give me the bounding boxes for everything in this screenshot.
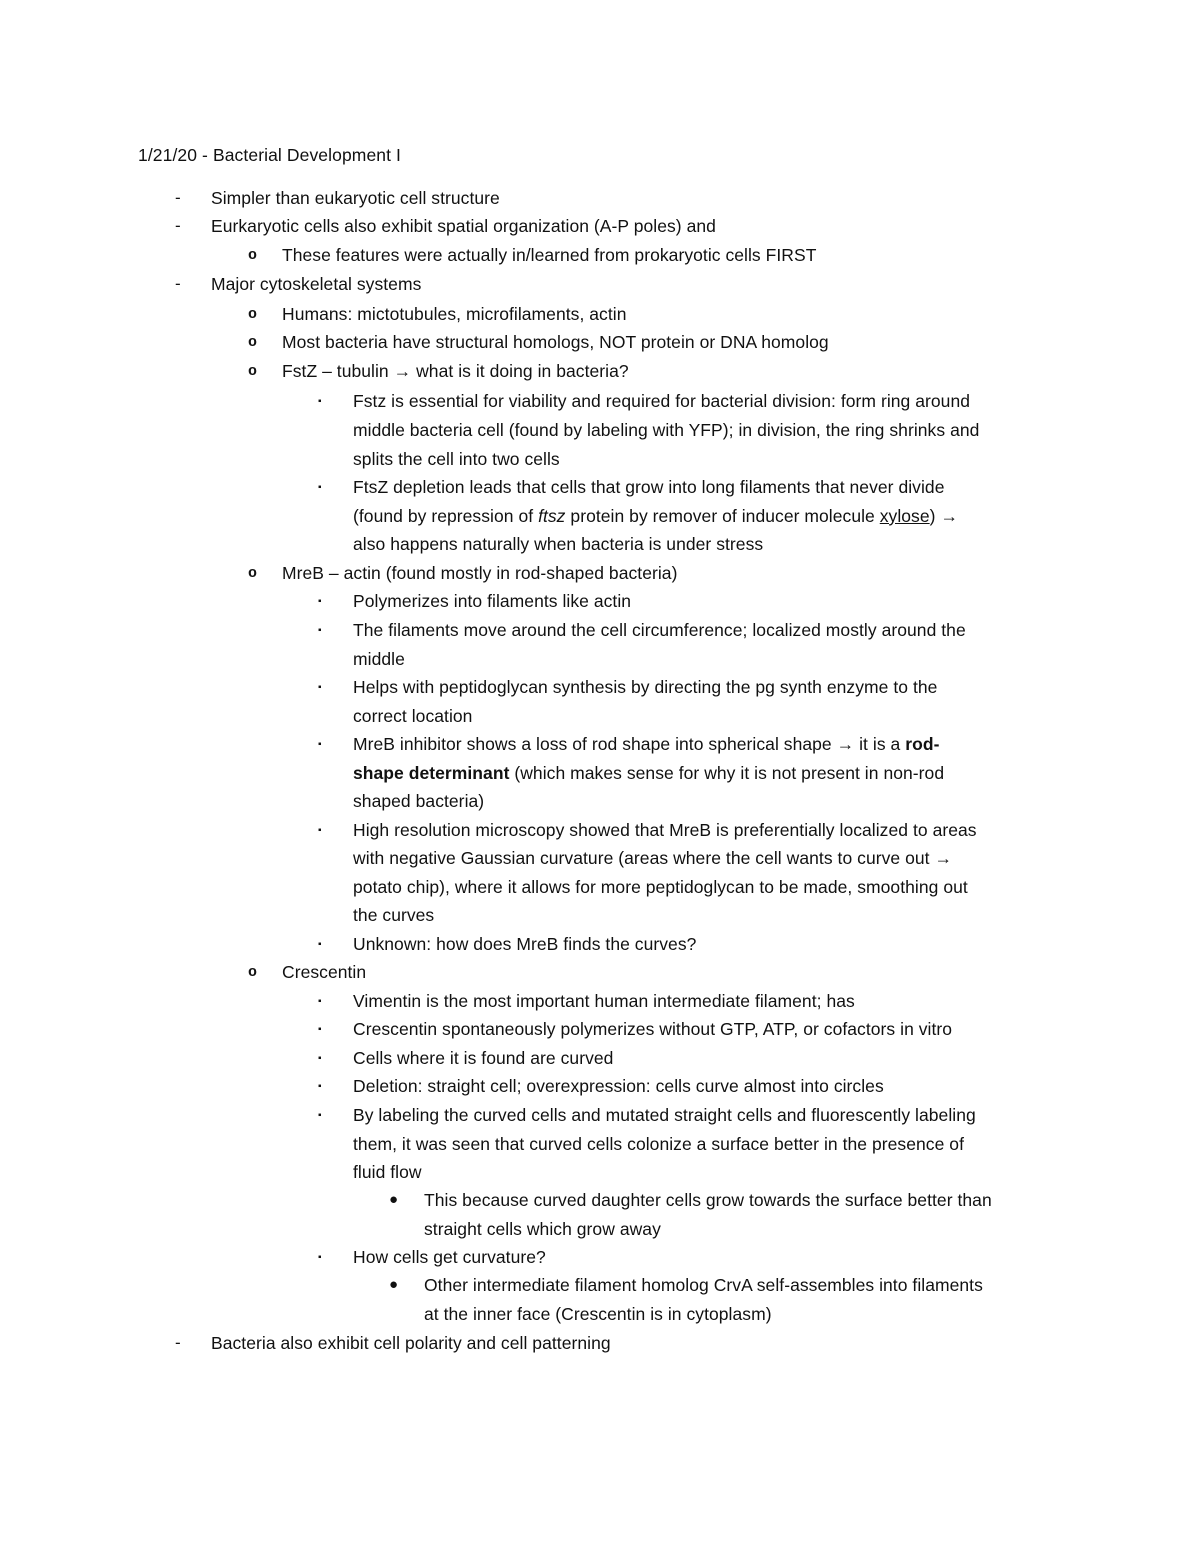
text-line: High resolution microscopy showed that MreB is preferentially localized to areas xyxy=(353,820,977,840)
text-line: FstZ – tubulin → what is it doing in bacteria? xyxy=(282,361,629,381)
text-line: correct location xyxy=(353,706,473,726)
text-line: This because curved daughter cells grow towards the surface better than xyxy=(424,1190,992,1210)
text-line: Cells where it is found are curved xyxy=(353,1048,614,1068)
square-bullet: ▪ xyxy=(318,739,322,750)
circle-bullet: o xyxy=(248,565,258,582)
square-bullet: ▪ xyxy=(318,482,322,493)
page-title: 1/21/20 - Bacterial Development I xyxy=(138,145,402,165)
square-bullet: ▪ xyxy=(318,1024,322,1035)
dash-bullet: - xyxy=(175,274,181,293)
text-line: Deletion: straight cell; overexpression: cells curve almost into circles xyxy=(353,1076,884,1096)
text-line: Other intermediate filament homolog CrvA self-assembles into filaments xyxy=(424,1275,983,1295)
text-line: Humans: mictotubules, microfilaments, actin xyxy=(282,304,627,324)
square-bullet: ▪ xyxy=(318,396,322,407)
text-line: with negative Gaussian curvature (areas where the cell wants to curve out → xyxy=(353,848,953,868)
dot-bullet: ● xyxy=(389,1276,399,1293)
text-line: shaped bacteria) xyxy=(353,791,485,811)
arrow-icon: → xyxy=(836,734,855,754)
text-line: fluid flow xyxy=(353,1162,422,1182)
square-bullet: ▪ xyxy=(318,596,322,607)
text-line: How cells get curvature? xyxy=(353,1247,546,1267)
square-bullet: ▪ xyxy=(318,1081,322,1092)
dash-bullet: - xyxy=(175,216,181,235)
text-line: middle bacteria cell (found by labeling with YFP); in division, the ring shrinks and xyxy=(353,420,980,440)
square-bullet: ▪ xyxy=(318,625,322,636)
text-line: Helps with peptidoglycan synthesis by directing the pg synth enzyme to the xyxy=(353,677,938,697)
text-line: Fstz is essential for viability and required for bacterial division: form ring around xyxy=(353,391,971,411)
square-bullet: ▪ xyxy=(318,996,322,1007)
circle-bullet: o xyxy=(248,334,258,351)
square-bullet: ▪ xyxy=(318,939,322,950)
text-line: Vimentin is the most important human intermediate filament; has xyxy=(353,991,855,1011)
arrow-icon: → xyxy=(940,506,958,526)
text-line: them, it was seen that curved cells colonize a surface better in the presence of xyxy=(353,1134,964,1154)
text-line: MreB – actin (found mostly in rod-shaped bacteria) xyxy=(282,563,678,583)
text-line: MreB inhibitor shows a loss of rod shape into spherical shape → it is a rod- xyxy=(353,734,940,754)
text-line: potato chip), where it allows for more peptidoglycan to be made, smoothing out xyxy=(353,877,968,897)
square-bullet: ▪ xyxy=(318,1053,322,1064)
dash-bullet: - xyxy=(175,188,181,207)
text-line: the curves xyxy=(353,905,435,925)
circle-bullet: o xyxy=(248,363,258,380)
text-line: Crescentin xyxy=(282,962,367,982)
square-bullet: ▪ xyxy=(318,1110,322,1121)
text-line: Crescentin spontaneously polymerizes without GTP, ATP, or cofactors in vitro xyxy=(353,1019,953,1039)
dot-bullet: ● xyxy=(389,1191,399,1208)
text-line: shape determinant (which makes sense for why it is not present in non-rod xyxy=(353,763,945,783)
circle-bullet: o xyxy=(248,306,258,323)
square-bullet: ▪ xyxy=(318,682,322,693)
square-bullet: ▪ xyxy=(318,825,322,836)
text-line: These features were actually in/learned from prokaryotic cells FIRST xyxy=(282,245,817,265)
text-line: Unknown: how does MreB finds the curves? xyxy=(353,934,697,954)
dash-bullet: - xyxy=(175,1333,181,1352)
text-line: middle xyxy=(353,649,405,669)
circle-bullet: o xyxy=(248,964,258,981)
text-line: Eurkaryotic cells also exhibit spatial organization (A-P poles) and xyxy=(211,216,716,236)
text-line: Major cytoskeletal systems xyxy=(211,274,422,294)
arrow-icon: → xyxy=(393,361,412,381)
circle-bullet: o xyxy=(248,247,258,264)
text-line: splits the cell into two cells xyxy=(353,449,560,469)
text-line: Simpler than eukaryotic cell structure xyxy=(211,188,500,208)
text-line: By labeling the curved cells and mutated straight cells and fluorescently labeling xyxy=(353,1105,976,1125)
text-line: FtsZ depletion leads that cells that grow into long filaments that never divide xyxy=(353,477,945,497)
text-line: Polymerizes into filaments like actin xyxy=(353,591,632,611)
text-line: The filaments move around the cell circumference; localized mostly around the xyxy=(353,620,966,640)
arrow-icon: → xyxy=(934,848,953,868)
text-line: straight cells which grow away xyxy=(424,1219,661,1239)
text-line: also happens naturally when bacteria is under stress xyxy=(353,534,764,554)
text-line: (found by repression of ftsz protein by remover of inducer molecule xylose) → xyxy=(353,506,958,526)
square-bullet: ▪ xyxy=(318,1252,322,1263)
text-line: at the inner face (Crescentin is in cytoplasm) xyxy=(424,1304,772,1324)
text-line: Bacteria also exhibit cell polarity and cell patterning xyxy=(211,1333,611,1353)
text-line: Most bacteria have structural homologs, NOT protein or DNA homolog xyxy=(282,332,829,352)
